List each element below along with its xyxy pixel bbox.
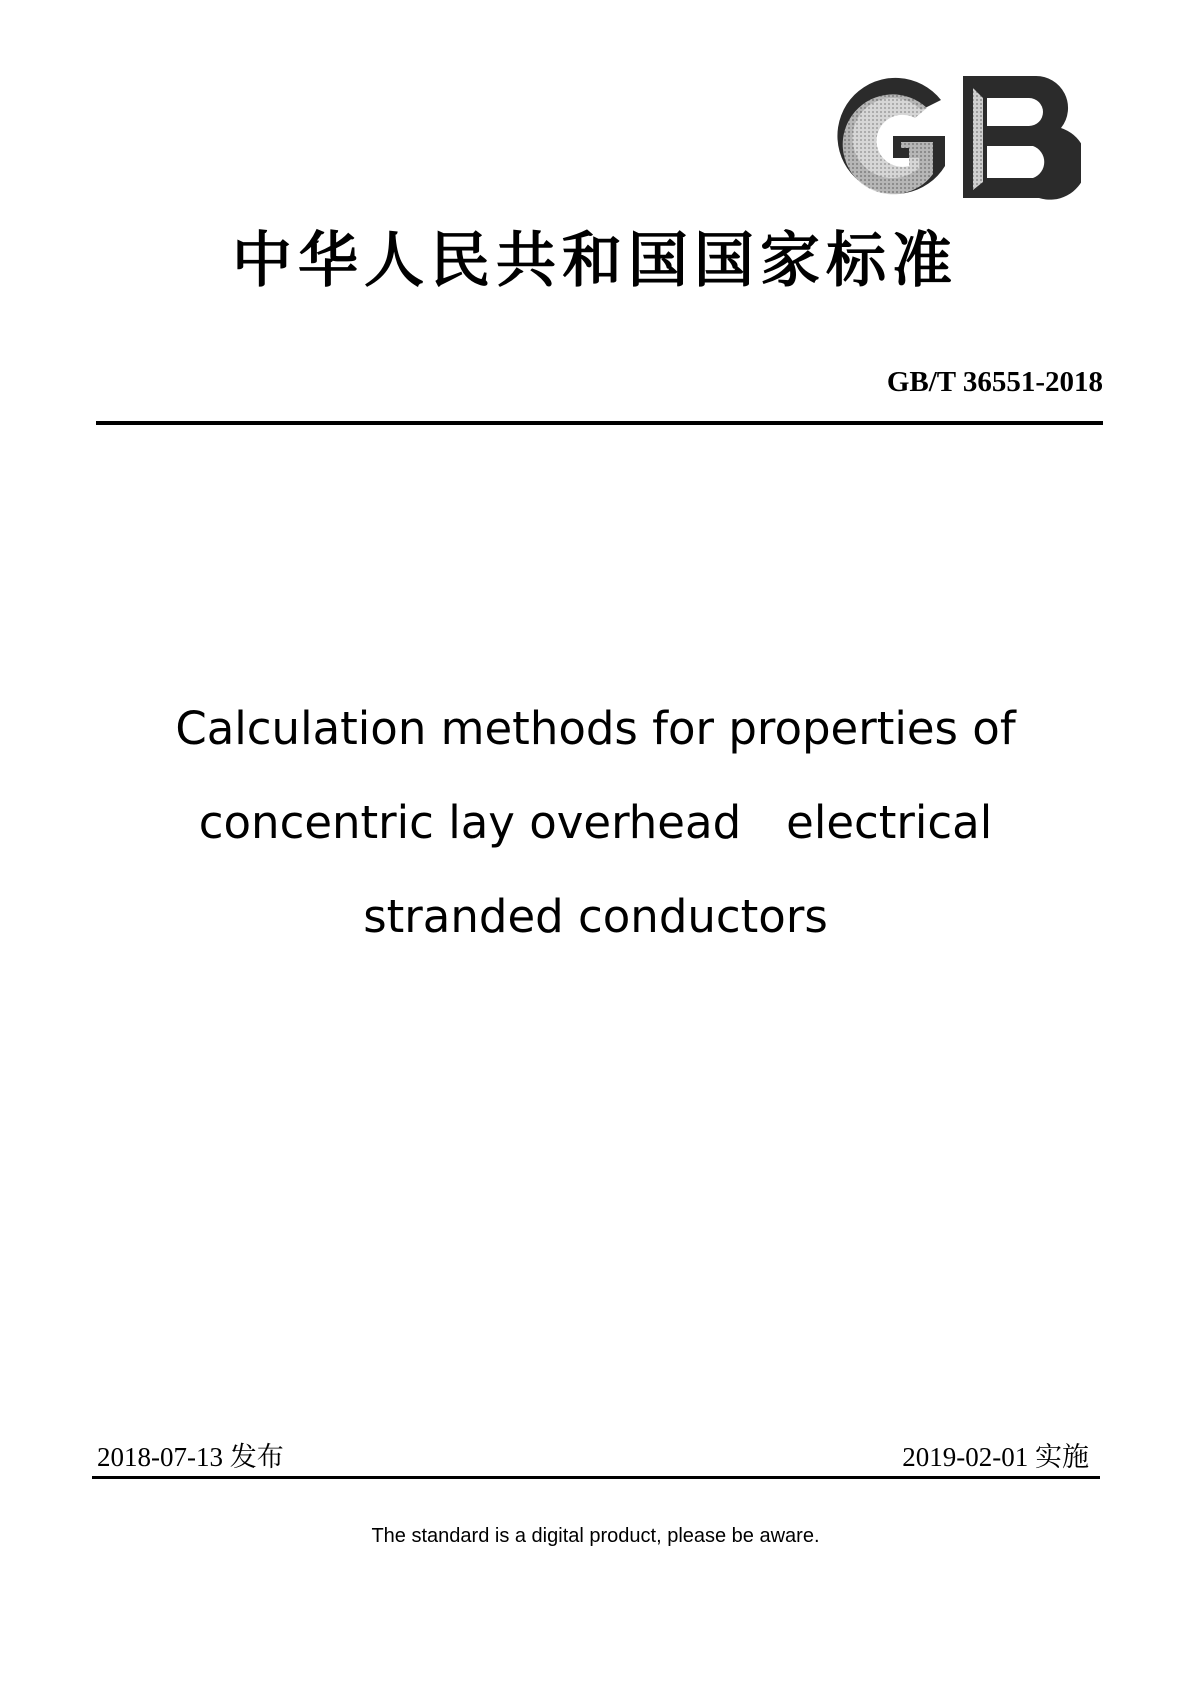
country-standard-title: 中华人民共和国国家标准 [232,226,958,296]
digital-product-notice: The standard is a digital product, please be aware. [371,1525,820,1547]
title-line-3: stranded conductors [363,890,828,943]
issue-date: 2018-07-13 发布 [97,1442,284,1472]
implementation-date: 2019-02-01 实施 [902,1442,1089,1472]
title-line-1: Calculation methods for properties of [175,702,1016,755]
document-title [60,682,1131,964]
standard-number: GB/T 36551-2018 [886,366,1103,398]
title-line-2: concentric lay overhead electrical [198,796,993,849]
gb-logo [823,70,1081,204]
header-divider [96,421,1103,425]
footer-divider [92,1476,1100,1479]
